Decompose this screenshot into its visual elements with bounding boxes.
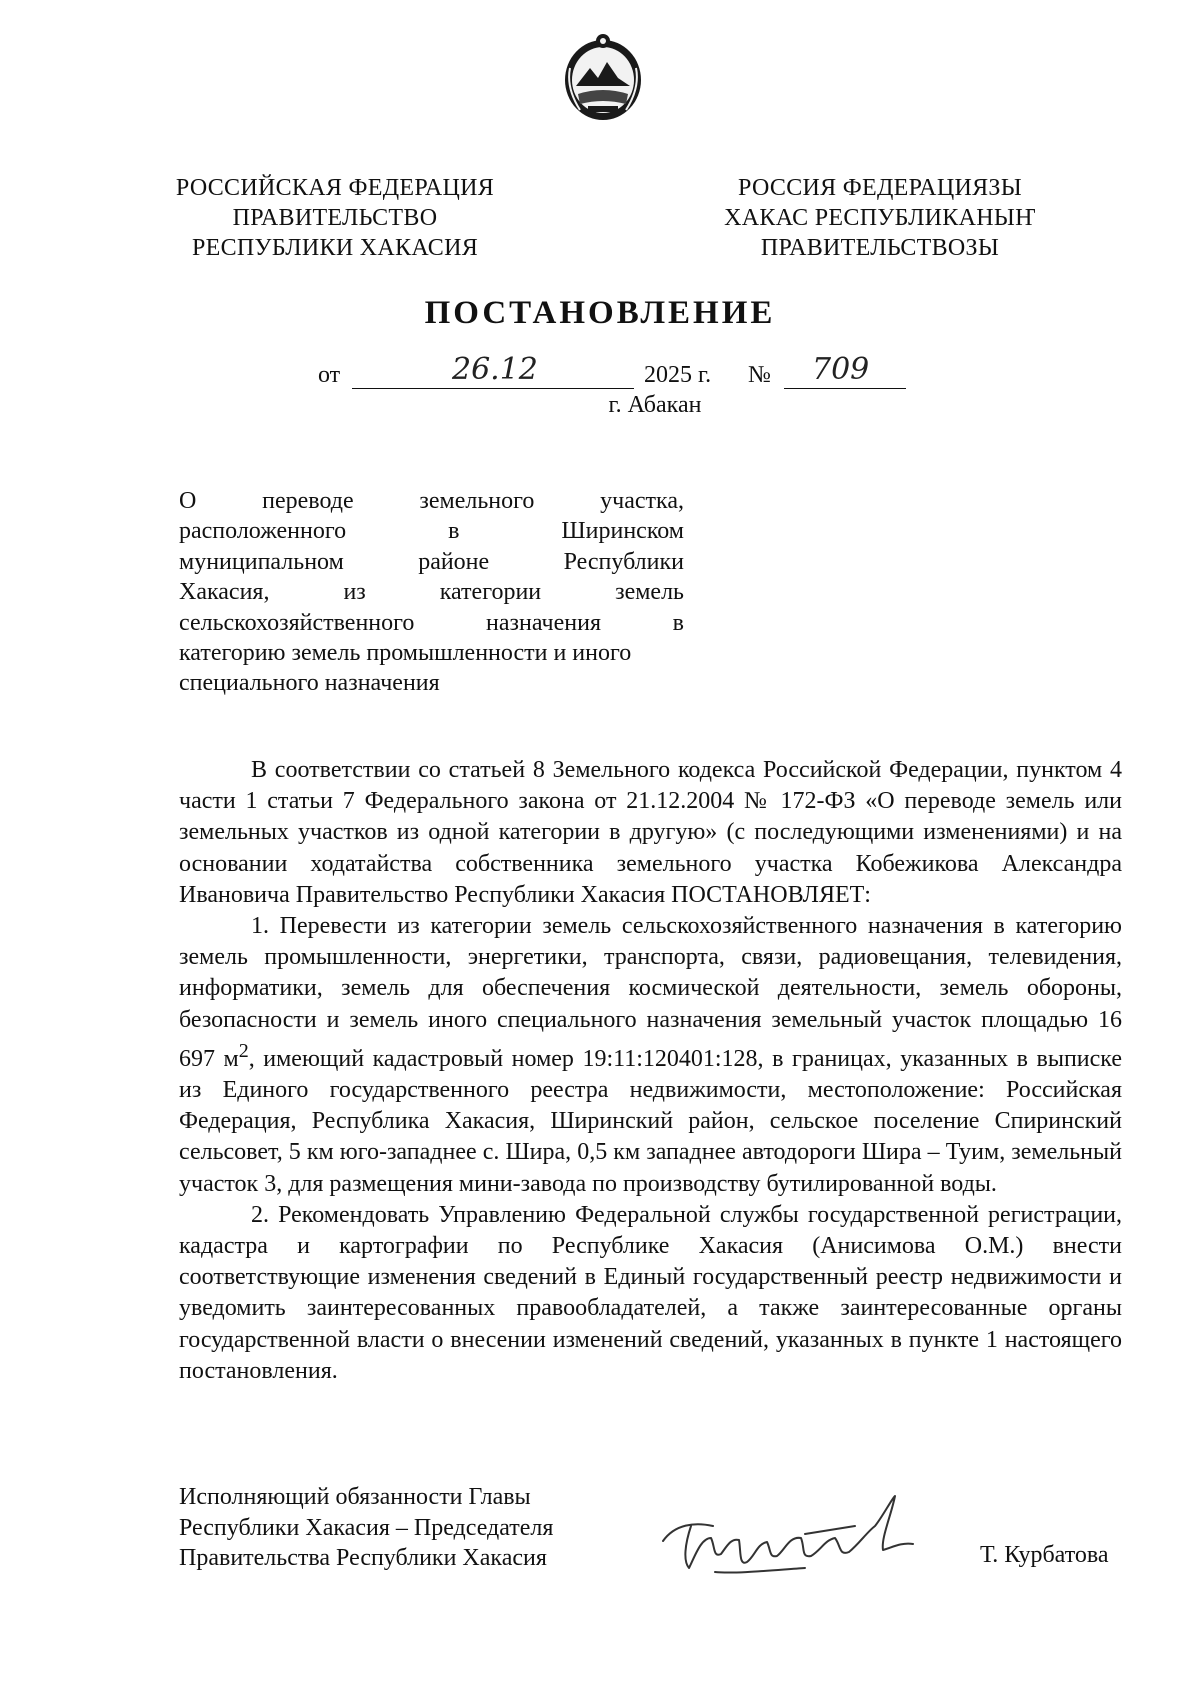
subject-block <box>179 486 684 699</box>
signatory-position-line: Республики Хакасия – Председателя <box>179 1514 554 1541</box>
subject-line: сельскохозяйственного назначения в <box>179 609 684 636</box>
signatory-name: Т. Курбатова <box>980 1542 1109 1568</box>
date-prefix: от <box>318 362 341 388</box>
item-1-paragraph <box>179 911 1122 1200</box>
subject-line: специального назначения <box>179 670 440 697</box>
handwritten-signature-icon <box>655 1486 930 1586</box>
document-body <box>179 755 1122 1387</box>
subject-line: категорию земель промышленности и иного <box>179 640 632 667</box>
header-right-block <box>700 173 1060 263</box>
coat-of-arms-emblem-icon <box>560 28 646 124</box>
document-year: 2025 г. <box>644 362 712 388</box>
header-right-line: ПРАВИТЕЛЬСТВОЗЫ <box>760 235 1000 261</box>
handwritten-number: 709 <box>812 352 870 387</box>
city: г. Абакан <box>608 392 702 418</box>
header-left-line: РЕСПУБЛИКИ ХАКАСИЯ <box>191 235 479 261</box>
date-underline <box>352 388 634 389</box>
handwritten-date: 26.12 <box>452 352 538 387</box>
item-2-paragraph: 2. Рекомендовать Управлению Федеральной службы государственной регистрации, кадастра и картографии по Республике Хакасия (Анисимова О.М.) внести соответствующие изменения сведений в Единый государственный реестр недвижимости и уведомить заинтересованных правообладателей, а также заинтересованные органы государственной власти о внесении изменений сведений, указанных в пункте 1 настоящего постановления. <box>179 1201 1122 1384</box>
signatory-position-line: Правительства Республики Хакасия <box>179 1545 547 1571</box>
number-underline <box>784 388 906 389</box>
header-right-line: РОССИЯ ФЕДЕРАЦИЯЗЫ <box>738 175 1022 201</box>
subject-line: расположенного в Ширинском <box>179 518 684 545</box>
subject-line: Хакасия, из категории земель <box>179 579 684 606</box>
subject-line: муниципальном районе Республики <box>179 548 684 575</box>
header-left-line: РОССИЙСКАЯ ФЕДЕРАЦИЯ <box>175 175 495 201</box>
item-1-text-b: , имеющий кадастровый номер 19:11:120401:128, в границах, указанных в выписке из Единого государственного реестра недвижимости, местоположение: Российская Федерация, Республика Хакасия, Ширинский район, сельское поселение Спиринский сельсовет, 5 км юго-западнее с. Шира, 0,5 км западнее автодороги Шира – Туим, земельный участок 3, для размещения мини-завода по производству бутилированной воды. <box>179 1045 1123 1197</box>
document-title: ПОСТАНОВЛЕНИЕ <box>424 295 776 331</box>
header-left-block <box>165 173 505 263</box>
area-unit-superscript: 2 <box>238 1039 249 1062</box>
subject-line: О переводе земельного участка, <box>179 488 684 514</box>
signatory-position-line: Исполняющий обязанности Главы <box>179 1484 531 1510</box>
preamble-paragraph: В соответствии со статьей 8 Земельного кодекса Российской Федерации, пунктом 4 части 1 статьи 7 Федерального закона от 21.12.2004 № 172-ФЗ «О переводе земель или земельных участков из одной категории в другую» (с последующими изменениями) и на основании ходатайства собственника земельного участка Кобежикова Александра Ивановича Правительство Республики Хакасия ПОСТАНОВЛЯЕТ: <box>179 757 1122 908</box>
item-1-text-a: 1. Перевести из категории земель сельскохозяйственного назначения в категорию земель промышленности, энергетики, транспорта, связи, радиовещания, телевидения, информатики, земель для обеспечения космической деятельности, земель обороны, безопасности и земель иного специального назначения земельный участок площадью 16 697 м <box>179 913 1122 1072</box>
header-left-line: ПРАВИТЕЛЬСТВО <box>232 205 438 231</box>
number-sign: № <box>748 362 771 388</box>
header-right-line: ХАКАС РЕСПУБЛИКАНЫҤ <box>724 205 1036 231</box>
signatory-position <box>179 1482 553 1574</box>
